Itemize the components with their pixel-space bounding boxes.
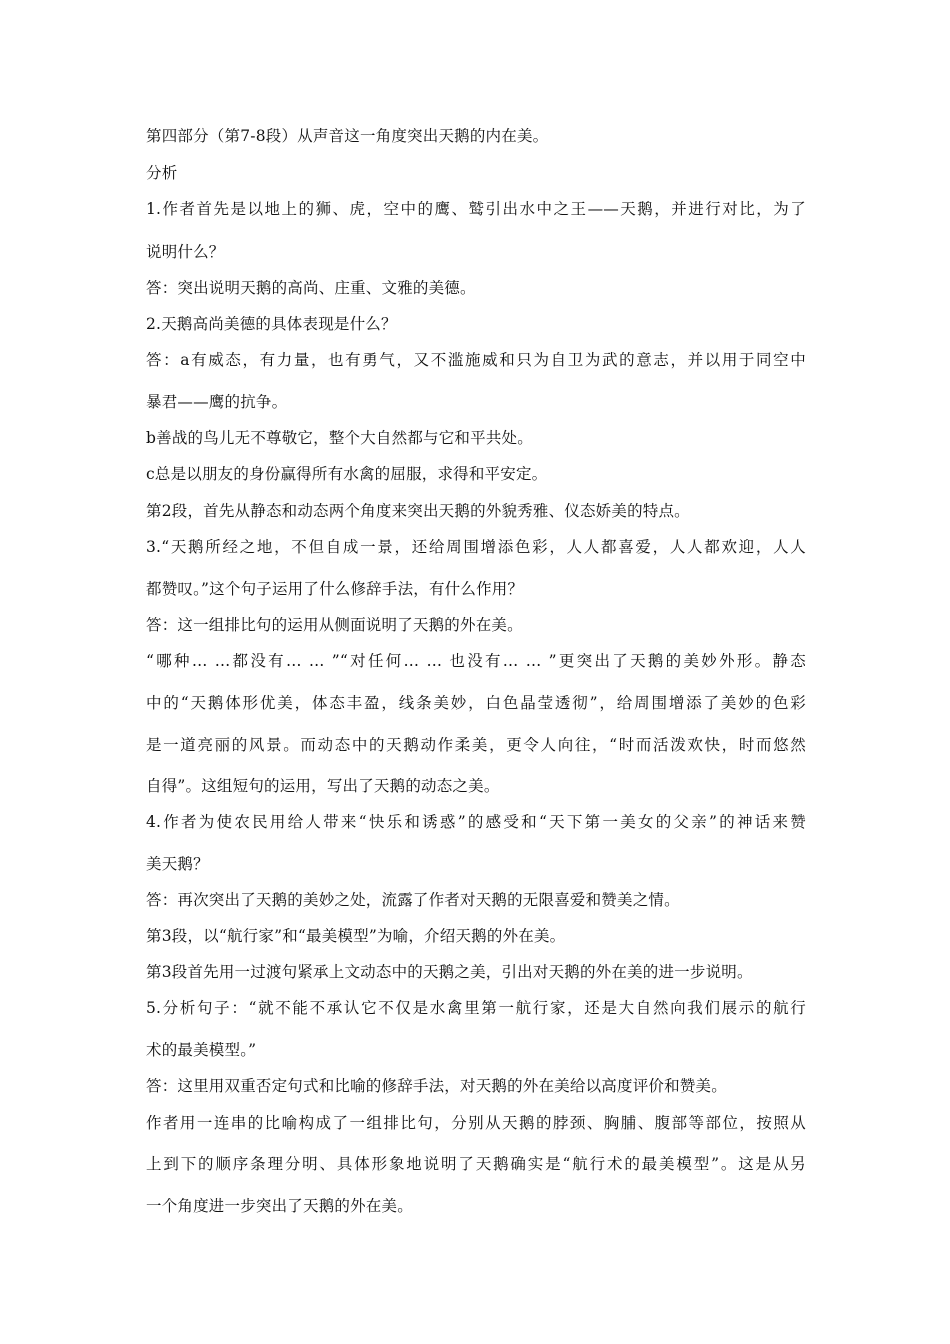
question-3-line-2: 都赞叹。”这个句子运用了什么修辞手法，有什么作用？ bbox=[146, 580, 524, 598]
answer-2a-line-1: 答：a有威态，有力量，也有勇气，又不滥施威和只为自卫为武的意志，并以用于同空中 bbox=[146, 351, 806, 369]
explanation-line-1: “哪种… …都没有… … ”“对任何… … 也没有… … ”更突出了天鹅的美妙外形。静态 bbox=[146, 652, 806, 670]
question-1-line-2: 说明什么？ bbox=[146, 243, 225, 261]
analysis-heading: 分析 bbox=[146, 164, 178, 182]
explanation-line-3: 是一道亮丽的风景。而动态中的天鹅动作柔美，更令人向往，“时而活泼欢快，时而悠然 bbox=[146, 736, 806, 754]
answer-2a-line-2: 暴君——鹰的抗争。 bbox=[146, 393, 288, 411]
final-paragraph-line-3: 一个角度进一步突出了天鹅的外在美。 bbox=[146, 1197, 413, 1215]
answer-1: 答：突出说明天鹅的高尚、庄重、文雅的美德。 bbox=[146, 279, 476, 297]
explanation-line-2: 中的“天鹅体形优美，体态丰盈，线条美妙，白色晶莹透彻”，给周围增添了美妙的色彩 bbox=[146, 694, 806, 712]
question-5-line-1: 5.分析句子：“就不能不承认它不仅是水禽里第一航行家，还是大自然向我们展示的航行 bbox=[146, 999, 806, 1017]
question-5-line-2: 术的最美模型。” bbox=[146, 1041, 257, 1059]
question-1-line-1: 1.作者首先是以地上的狮、虎，空中的鹰、鹫引出水中之王——天鹅，并进行对比，为了 bbox=[146, 200, 806, 218]
paragraph-3-note: 第3段，以“航行家”和“最美模型”为喻，介绍天鹅的外在美。 bbox=[146, 927, 566, 945]
answer-4: 答：再次突出了天鹅的美妙之处，流露了作者对天鹅的无限喜爱和赞美之情。 bbox=[146, 891, 680, 909]
answer-2b: b善战的鸟儿无不尊敬它，整个大自然都与它和平共处。 bbox=[146, 429, 533, 447]
final-paragraph-line-1: 作者用一连串的比喻构成了一组排比句，分别从天鹅的脖颈、胸脯、腹部等部位，按照从 bbox=[146, 1114, 806, 1132]
answer-3: 答：这一组排比句的运用从侧面说明了天鹅的外在美。 bbox=[146, 616, 523, 634]
paragraph-2-note: 第2段，首先从静态和动态两个角度来突出天鹅的外貌秀雅、仪态娇美的特点。 bbox=[146, 502, 690, 520]
section-heading: 第四部分（第7-8段）从声音这一角度突出天鹅的内在美。 bbox=[146, 127, 549, 145]
answer-2c: c总是以朋友的身份赢得所有水禽的屈服，求得和平安定。 bbox=[146, 465, 548, 483]
question-2: 2.天鹅高尚美德的具体表现是什么？ bbox=[146, 315, 397, 333]
explanation-line-4: 自得”。这组短句的运用，写出了天鹅的动态之美。 bbox=[146, 777, 500, 795]
final-paragraph-line-2: 上到下的顺序条理分明、具体形象地说明了天鹅确实是“航行术的最美模型”。这是从另 bbox=[146, 1155, 806, 1173]
question-4-line-2: 美天鹅？ bbox=[146, 855, 209, 873]
answer-5: 答：这里用双重否定句式和比喻的修辞手法，对天鹅的外在美给以高度评价和赞美。 bbox=[146, 1077, 727, 1095]
paragraph-3-detail: 第3段首先用一过渡句紧承上文动态中的天鹅之美，引出对天鹅的外在美的进一步说明。 bbox=[146, 963, 753, 981]
question-3-line-1: 3.“天鹅所经之地，不但自成一景，还给周围增添色彩，人人都喜爱，人人都欢迎，人人 bbox=[146, 538, 806, 556]
question-4-line-1: 4.作者为使农民用给人带来“快乐和诱惑”的感受和“天下第一美女的父亲”的神话来赞 bbox=[146, 813, 806, 831]
